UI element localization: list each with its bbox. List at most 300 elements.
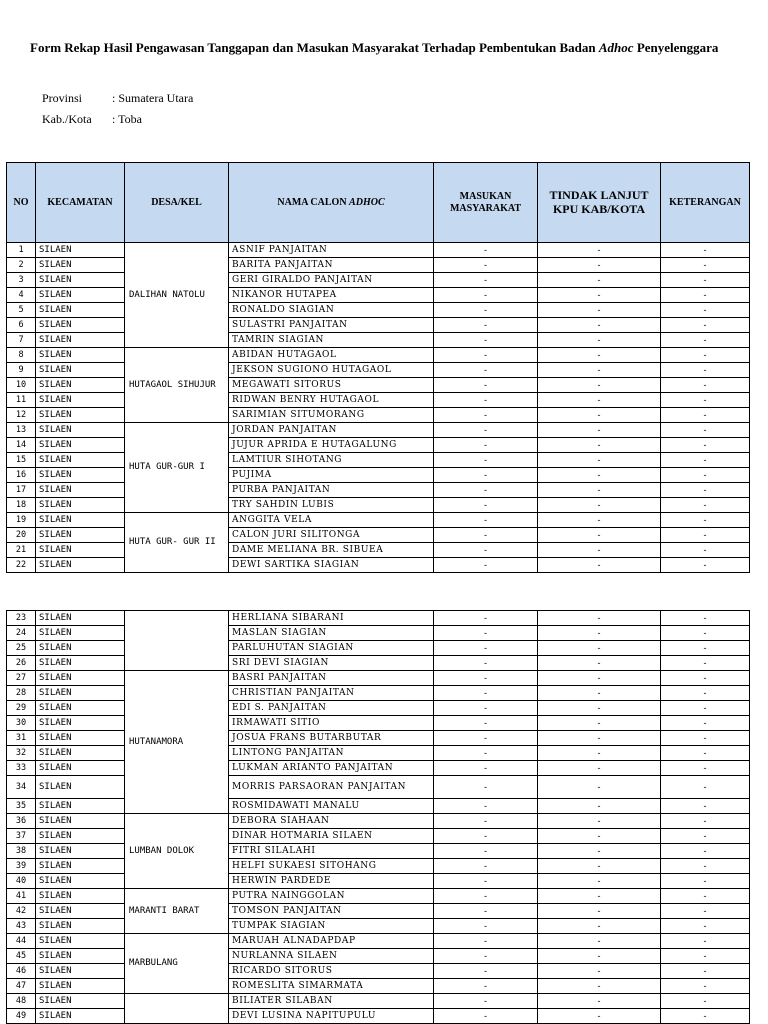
cell-keterangan: - — [661, 716, 750, 731]
cell-kecamatan: SILAEN — [36, 716, 125, 731]
cell-kecamatan: SILAEN — [36, 671, 125, 686]
table-row — [7, 423, 750, 438]
cell-keterangan: - — [661, 656, 750, 671]
table-row — [7, 671, 750, 686]
cell-nama-calon: DINAR HOTMARIA SILAEN — [229, 829, 434, 844]
form-title — [30, 40, 768, 56]
cell-masukan: - — [434, 776, 538, 799]
table-row — [7, 558, 750, 573]
cell-nama-calon: HELFI SUKAESI SITOHANG — [229, 859, 434, 874]
header-desa: DESA/KEL — [125, 163, 229, 243]
cell-nama-calon: TUMPAK SIAGIAN — [229, 919, 434, 934]
cell-tindak-lanjut: - — [538, 829, 661, 844]
cell-no: 46 — [7, 964, 36, 979]
cell-keterangan: - — [661, 829, 750, 844]
cell-kecamatan: SILAEN — [36, 498, 125, 513]
cell-masukan: - — [434, 318, 538, 333]
cell-nama-calon: BILIATER SILABAN — [229, 994, 434, 1009]
cell-tindak-lanjut: - — [538, 776, 661, 799]
cell-keterangan: - — [661, 408, 750, 423]
cell-tindak-lanjut: - — [538, 543, 661, 558]
recap-table-part-1 — [6, 162, 750, 573]
cell-masukan: - — [434, 363, 538, 378]
cell-kecamatan: SILAEN — [36, 964, 125, 979]
cell-nama-calon: CALON JURI SILITONGA — [229, 528, 434, 543]
cell-no: 27 — [7, 671, 36, 686]
cell-no: 19 — [7, 513, 36, 528]
cell-no: 12 — [7, 408, 36, 423]
title-suffix: Penyelenggara — [633, 40, 719, 55]
cell-kecamatan: SILAEN — [36, 423, 125, 438]
cell-no: 3 — [7, 273, 36, 288]
cell-masukan: - — [434, 829, 538, 844]
cell-nama-calon: BASRI PANJAITAN — [229, 671, 434, 686]
cell-kecamatan: SILAEN — [36, 874, 125, 889]
cell-masukan: - — [434, 378, 538, 393]
cell-masukan: - — [434, 483, 538, 498]
cell-masukan: - — [434, 746, 538, 761]
cell-kecamatan: SILAEN — [36, 408, 125, 423]
cell-desa: MARBULANG — [125, 934, 229, 994]
cell-keterangan: - — [661, 303, 750, 318]
cell-masukan: - — [434, 393, 538, 408]
cell-kecamatan: SILAEN — [36, 468, 125, 483]
cell-no: 44 — [7, 934, 36, 949]
kabkota-label: Kab./Kota — [42, 112, 92, 126]
table-row — [7, 844, 750, 859]
cell-nama-calon: EDI S. PANJAITAN — [229, 701, 434, 716]
cell-tindak-lanjut: - — [538, 874, 661, 889]
cell-keterangan: - — [661, 979, 750, 994]
cell-tindak-lanjut: - — [538, 318, 661, 333]
cell-keterangan: - — [661, 761, 750, 776]
cell-tindak-lanjut: - — [538, 468, 661, 483]
cell-keterangan: - — [661, 318, 750, 333]
cell-no: 15 — [7, 453, 36, 468]
cell-keterangan: - — [661, 363, 750, 378]
table-row — [7, 701, 750, 716]
cell-no: 16 — [7, 468, 36, 483]
cell-keterangan: - — [661, 258, 750, 273]
table-row — [7, 333, 750, 348]
title-text: Form Rekap Hasil Pengawasan Tanggapan dan Masukan Masyarakat Terhadap Pembentukan Badan — [30, 40, 599, 55]
cell-nama-calon: PURBA PANJAITAN — [229, 483, 434, 498]
cell-masukan: - — [434, 671, 538, 686]
cell-desa: DALIHAN NATOLU — [125, 243, 229, 348]
cell-no: 17 — [7, 483, 36, 498]
cell-kecamatan: SILAEN — [36, 994, 125, 1009]
cell-keterangan: - — [661, 273, 750, 288]
table-row — [7, 731, 750, 746]
cell-masukan: - — [434, 859, 538, 874]
cell-tindak-lanjut: - — [538, 904, 661, 919]
cell-keterangan: - — [661, 919, 750, 934]
header-kecamatan: KECAMATAN — [36, 163, 125, 243]
cell-keterangan: - — [661, 438, 750, 453]
cell-nama-calon: DAME MELIANA BR. SIBUEA — [229, 543, 434, 558]
cell-tindak-lanjut: - — [538, 994, 661, 1009]
table-row — [7, 453, 750, 468]
cell-masukan: - — [434, 799, 538, 814]
header-nama-italic: ADHOC — [349, 196, 385, 208]
cell-kecamatan: SILAEN — [36, 904, 125, 919]
cell-keterangan: - — [661, 904, 750, 919]
cell-tindak-lanjut: - — [538, 378, 661, 393]
cell-tindak-lanjut: - — [538, 423, 661, 438]
cell-tindak-lanjut: - — [538, 949, 661, 964]
cell-kecamatan: SILAEN — [36, 979, 125, 994]
cell-no: 14 — [7, 438, 36, 453]
cell-nama-calon: JORDAN PANJAITAN — [229, 423, 434, 438]
cell-kecamatan: SILAEN — [36, 776, 125, 799]
cell-kecamatan: SILAEN — [36, 333, 125, 348]
cell-nama-calon: GERI GIRALDO PANJAITAN — [229, 273, 434, 288]
cell-nama-calon: DEBORA SIAHAAN — [229, 814, 434, 829]
cell-keterangan: - — [661, 513, 750, 528]
cell-nama-calon: SARIMIAN SITUMORANG — [229, 408, 434, 423]
cell-tindak-lanjut: - — [538, 393, 661, 408]
table-row — [7, 513, 750, 528]
cell-tindak-lanjut: - — [538, 686, 661, 701]
cell-no: 34 — [7, 776, 36, 799]
cell-desa: MARANTI BARAT — [125, 889, 229, 934]
header-nama-calon — [229, 163, 434, 243]
cell-desa — [125, 994, 229, 1024]
table-body-1 — [7, 243, 750, 573]
cell-masukan: - — [434, 731, 538, 746]
table-row — [7, 273, 750, 288]
cell-nama-calon: ABIDAN HUTAGAOL — [229, 348, 434, 363]
cell-nama-calon: PARLUHUTAN SIAGIAN — [229, 641, 434, 656]
cell-masukan: - — [434, 844, 538, 859]
cell-no: 7 — [7, 333, 36, 348]
cell-keterangan: - — [661, 874, 750, 889]
table-row — [7, 829, 750, 844]
kabkota-value: : Toba — [112, 112, 142, 126]
cell-no: 47 — [7, 979, 36, 994]
cell-no: 33 — [7, 761, 36, 776]
cell-keterangan: - — [661, 671, 750, 686]
cell-tindak-lanjut: - — [538, 528, 661, 543]
cell-masukan: - — [434, 994, 538, 1009]
cell-tindak-lanjut: - — [538, 1009, 661, 1024]
cell-no: 45 — [7, 949, 36, 964]
cell-kecamatan: SILAEN — [36, 889, 125, 904]
cell-keterangan: - — [661, 641, 750, 656]
cell-tindak-lanjut: - — [538, 746, 661, 761]
table-row — [7, 288, 750, 303]
cell-kecamatan: SILAEN — [36, 844, 125, 859]
table-row — [7, 814, 750, 829]
cell-no: 23 — [7, 611, 36, 626]
header-keterangan: KETERANGAN — [661, 163, 750, 243]
table-row — [7, 543, 750, 558]
provinsi-row — [42, 91, 193, 106]
cell-nama-calon: MORRIS PARSAORAN PANJAITAN — [229, 776, 434, 799]
cell-keterangan: - — [661, 348, 750, 363]
cell-keterangan: - — [661, 949, 750, 964]
cell-kecamatan: SILAEN — [36, 558, 125, 573]
cell-no: 31 — [7, 731, 36, 746]
table-row — [7, 874, 750, 889]
table-row — [7, 964, 750, 979]
cell-masukan: - — [434, 979, 538, 994]
cell-no: 6 — [7, 318, 36, 333]
cell-masukan: - — [434, 438, 538, 453]
cell-kecamatan: SILAEN — [36, 761, 125, 776]
cell-nama-calon: TAMRIN SIAGIAN — [229, 333, 434, 348]
cell-masukan: - — [434, 904, 538, 919]
cell-kecamatan: SILAEN — [36, 258, 125, 273]
cell-kecamatan: SILAEN — [36, 701, 125, 716]
cell-nama-calon: ROSMIDAWATI MANALU — [229, 799, 434, 814]
table-row — [7, 528, 750, 543]
cell-masukan: - — [434, 889, 538, 904]
cell-tindak-lanjut: - — [538, 498, 661, 513]
cell-nama-calon: JUJUR APRIDA E HUTAGALUNG — [229, 438, 434, 453]
cell-kecamatan: SILAEN — [36, 453, 125, 468]
cell-masukan: - — [434, 934, 538, 949]
table-row — [7, 468, 750, 483]
cell-desa: HUTA GUR- GUR II — [125, 513, 229, 573]
cell-no: 29 — [7, 701, 36, 716]
cell-keterangan: - — [661, 799, 750, 814]
cell-no: 21 — [7, 543, 36, 558]
cell-keterangan: - — [661, 701, 750, 716]
cell-nama-calon: BARITA PANJAITAN — [229, 258, 434, 273]
cell-masukan: - — [434, 641, 538, 656]
cell-kecamatan: SILAEN — [36, 273, 125, 288]
table-row — [7, 641, 750, 656]
cell-no: 9 — [7, 363, 36, 378]
cell-tindak-lanjut: - — [538, 731, 661, 746]
table-row — [7, 761, 750, 776]
provinsi-value: : Sumatera Utara — [112, 91, 194, 105]
table-row — [7, 258, 750, 273]
cell-tindak-lanjut: - — [538, 964, 661, 979]
cell-no: 30 — [7, 716, 36, 731]
cell-tindak-lanjut: - — [538, 626, 661, 641]
table-row — [7, 626, 750, 641]
cell-masukan: - — [434, 919, 538, 934]
table-row — [7, 656, 750, 671]
cell-desa: HUTANAMORA — [125, 671, 229, 814]
cell-no: 1 — [7, 243, 36, 258]
cell-nama-calon: HERLIANA SIBARANI — [229, 611, 434, 626]
header-masukan: MASUKAN MASYARAKAT — [434, 163, 538, 243]
cell-masukan: - — [434, 243, 538, 258]
cell-keterangan: - — [661, 776, 750, 799]
cell-tindak-lanjut: - — [538, 701, 661, 716]
cell-desa — [125, 611, 229, 671]
header-nama-text: NAMA CALON — [277, 196, 350, 208]
cell-masukan: - — [434, 656, 538, 671]
cell-nama-calon: ROMESLITA SIMARMATA — [229, 979, 434, 994]
cell-no: 11 — [7, 393, 36, 408]
cell-tindak-lanjut: - — [538, 919, 661, 934]
table-row — [7, 889, 750, 904]
cell-keterangan: - — [661, 378, 750, 393]
cell-tindak-lanjut: - — [538, 288, 661, 303]
cell-no: 42 — [7, 904, 36, 919]
table-row — [7, 949, 750, 964]
cell-keterangan: - — [661, 859, 750, 874]
cell-masukan: - — [434, 468, 538, 483]
cell-desa: HUTAGAOL SIHUJUR — [125, 348, 229, 423]
cell-no: 38 — [7, 844, 36, 859]
cell-tindak-lanjut: - — [538, 438, 661, 453]
cell-masukan: - — [434, 528, 538, 543]
cell-masukan: - — [434, 498, 538, 513]
cell-keterangan: - — [661, 393, 750, 408]
cell-nama-calon: TRY SAHDIN LUBIS — [229, 498, 434, 513]
header-tindak-lanjut: TINDAK LANJUT KPU KAB/KOTA — [538, 163, 661, 243]
cell-masukan: - — [434, 701, 538, 716]
table-row — [7, 776, 750, 799]
cell-no: 43 — [7, 919, 36, 934]
cell-keterangan: - — [661, 814, 750, 829]
cell-tindak-lanjut: - — [538, 641, 661, 656]
cell-tindak-lanjut: - — [538, 513, 661, 528]
cell-kecamatan: SILAEN — [36, 483, 125, 498]
cell-tindak-lanjut: - — [538, 716, 661, 731]
table-row — [7, 378, 750, 393]
cell-kecamatan: SILAEN — [36, 1009, 125, 1024]
cell-keterangan: - — [661, 686, 750, 701]
table-row — [7, 243, 750, 258]
cell-nama-calon: MASLAN SIAGIAN — [229, 626, 434, 641]
cell-nama-calon: CHRISTIAN PANJAITAN — [229, 686, 434, 701]
cell-keterangan: - — [661, 964, 750, 979]
provinsi-label: Provinsi — [42, 91, 83, 105]
cell-tindak-lanjut: - — [538, 243, 661, 258]
cell-tindak-lanjut: - — [538, 258, 661, 273]
cell-no: 36 — [7, 814, 36, 829]
cell-masukan: - — [434, 761, 538, 776]
cell-tindak-lanjut: - — [538, 799, 661, 814]
cell-no: 13 — [7, 423, 36, 438]
cell-kecamatan: SILAEN — [36, 243, 125, 258]
cell-kecamatan: SILAEN — [36, 686, 125, 701]
cell-kecamatan: SILAEN — [36, 626, 125, 641]
cell-tindak-lanjut: - — [538, 348, 661, 363]
cell-tindak-lanjut: - — [538, 814, 661, 829]
cell-no: 8 — [7, 348, 36, 363]
cell-nama-calon: ANGGITA VELA — [229, 513, 434, 528]
cell-tindak-lanjut: - — [538, 656, 661, 671]
cell-no: 26 — [7, 656, 36, 671]
table-row — [7, 363, 750, 378]
cell-tindak-lanjut: - — [538, 979, 661, 994]
table-row — [7, 919, 750, 934]
cell-nama-calon: NIKANOR HUTAPEA — [229, 288, 434, 303]
cell-keterangan: - — [661, 498, 750, 513]
cell-masukan: - — [434, 611, 538, 626]
table-row — [7, 979, 750, 994]
cell-nama-calon: RIDWAN BENRY HUTAGAOL — [229, 393, 434, 408]
cell-kecamatan: SILAEN — [36, 543, 125, 558]
table-body-2 — [7, 611, 750, 1024]
cell-kecamatan: SILAEN — [36, 348, 125, 363]
cell-tindak-lanjut: - — [538, 333, 661, 348]
cell-nama-calon: JOSUA FRANS BUTARBUTAR — [229, 731, 434, 746]
cell-keterangan: - — [661, 626, 750, 641]
cell-tindak-lanjut: - — [538, 303, 661, 318]
cell-keterangan: - — [661, 558, 750, 573]
cell-keterangan: - — [661, 889, 750, 904]
cell-masukan: - — [434, 513, 538, 528]
table-row — [7, 686, 750, 701]
cell-masukan: - — [434, 874, 538, 889]
cell-no: 18 — [7, 498, 36, 513]
cell-tindak-lanjut: - — [538, 844, 661, 859]
cell-keterangan: - — [661, 934, 750, 949]
cell-kecamatan: SILAEN — [36, 829, 125, 844]
cell-keterangan: - — [661, 243, 750, 258]
cell-masukan: - — [434, 626, 538, 641]
header-no: NO — [7, 163, 36, 243]
cell-nama-calon: IRMAWATI SITIO — [229, 716, 434, 731]
cell-keterangan: - — [661, 611, 750, 626]
cell-tindak-lanjut: - — [538, 363, 661, 378]
cell-nama-calon: LUKMAN ARIANTO PANJAITAN — [229, 761, 434, 776]
cell-no: 41 — [7, 889, 36, 904]
cell-tindak-lanjut: - — [538, 889, 661, 904]
cell-masukan: - — [434, 949, 538, 964]
table-row — [7, 904, 750, 919]
cell-masukan: - — [434, 288, 538, 303]
cell-kecamatan: SILAEN — [36, 859, 125, 874]
cell-keterangan: - — [661, 746, 750, 761]
cell-tindak-lanjut: - — [538, 761, 661, 776]
cell-masukan: - — [434, 558, 538, 573]
cell-keterangan: - — [661, 333, 750, 348]
cell-kecamatan: SILAEN — [36, 378, 125, 393]
cell-no: 10 — [7, 378, 36, 393]
cell-tindak-lanjut: - — [538, 859, 661, 874]
table-row — [7, 611, 750, 626]
cell-keterangan: - — [661, 468, 750, 483]
table-row — [7, 303, 750, 318]
cell-no: 24 — [7, 626, 36, 641]
cell-kecamatan: SILAEN — [36, 303, 125, 318]
cell-nama-calon: DEVI LUSINA NAPITUPULU — [229, 1009, 434, 1024]
cell-tindak-lanjut: - — [538, 671, 661, 686]
cell-no: 39 — [7, 859, 36, 874]
cell-no: 40 — [7, 874, 36, 889]
cell-masukan: - — [434, 408, 538, 423]
cell-tindak-lanjut: - — [538, 558, 661, 573]
title-italic: Adhoc — [598, 40, 634, 55]
cell-masukan: - — [434, 716, 538, 731]
cell-keterangan: - — [661, 423, 750, 438]
cell-no: 5 — [7, 303, 36, 318]
cell-kecamatan: SILAEN — [36, 393, 125, 408]
cell-no: 35 — [7, 799, 36, 814]
cell-nama-calon: TOMSON PANJAITAN — [229, 904, 434, 919]
cell-no: 48 — [7, 994, 36, 1009]
cell-tindak-lanjut: - — [538, 453, 661, 468]
cell-masukan: - — [434, 543, 538, 558]
cell-masukan: - — [434, 423, 538, 438]
cell-nama-calon: PUJIMA — [229, 468, 434, 483]
cell-kecamatan: SILAEN — [36, 934, 125, 949]
cell-nama-calon: MEGAWATI SITORUS — [229, 378, 434, 393]
cell-kecamatan: SILAEN — [36, 363, 125, 378]
cell-no: 4 — [7, 288, 36, 303]
cell-masukan: - — [434, 258, 538, 273]
cell-kecamatan: SILAEN — [36, 731, 125, 746]
